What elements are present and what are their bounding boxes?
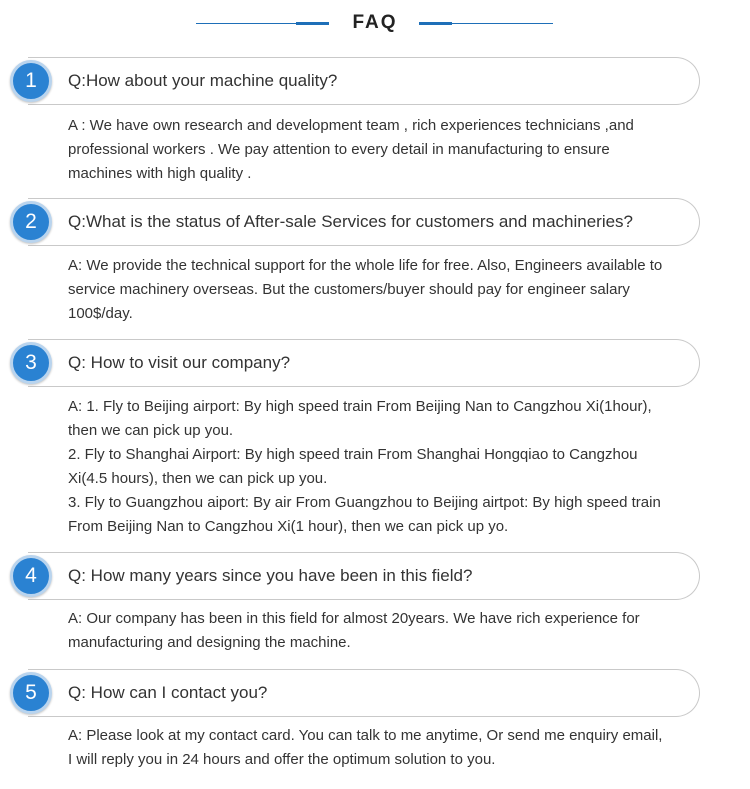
answer-line: A: Our company has been in this field for almost 20years. We have rich experience for bbox=[68, 610, 640, 627]
answer-text bbox=[68, 395, 718, 539]
question-text: Q:How about your machine quality? bbox=[68, 71, 338, 90]
number-badge: 2 bbox=[10, 201, 52, 243]
answer-line: Xi(4.5 hours), then we can pick up you. bbox=[68, 470, 328, 487]
answer-line: manufacturing and designing the machine. bbox=[68, 634, 351, 651]
answer-line: service machinery overseas. But the customers/buyer should pay for engineer salary bbox=[68, 281, 630, 298]
number-badge: 5 bbox=[10, 672, 52, 714]
answer-line: 100$/day. bbox=[68, 305, 133, 322]
answer-text bbox=[68, 724, 718, 772]
answer-line: A : We have own research and development team , rich experiences technicians ,and bbox=[68, 117, 634, 134]
answer-line: From Beijing Nan to Cangzhou Xi(1 hour), then we can pick up yo. bbox=[68, 518, 509, 535]
page-title: FAQ bbox=[352, 12, 398, 33]
answer-line: A: We provide the technical support for the whole life for free. Also, Engineers available to bbox=[68, 257, 663, 274]
answer-line: I will reply you in 24 hours and offer the optimum solution to you. bbox=[68, 751, 496, 768]
number-badge: 4 bbox=[10, 555, 52, 597]
question-text: Q: How many years since you have been in this field? bbox=[68, 566, 473, 585]
question-text: Q: How can I contact you? bbox=[68, 683, 268, 702]
answer-line: professional workers . We pay attention to every detail in manufacturing to ensure bbox=[68, 141, 610, 158]
answer-line: 2. Fly to Shanghai Airport: By high speed train From Shanghai Hongqiao to Cangzhou bbox=[68, 446, 638, 463]
answer-line: then we can pick up you. bbox=[68, 422, 234, 439]
answer-line: A: Please look at my contact card. You can talk to me anytime, Or send me enquiry email, bbox=[68, 727, 663, 744]
answer-text bbox=[68, 607, 718, 655]
question-text: Q:What is the status of After-sale Services for customers and machineries? bbox=[68, 212, 634, 231]
number-badge: 1 bbox=[10, 60, 52, 102]
answer-text bbox=[68, 254, 718, 326]
number-badge: 3 bbox=[10, 342, 52, 384]
header-right-line bbox=[419, 23, 553, 24]
answer-line: 3. Fly to Guangzhou aiport: By air From Guangzhou to Beijing airtpot: By high speed train bbox=[68, 494, 661, 511]
answer-line: A: 1. Fly to Beijing airport: By high speed train From Beijing Nan to Cangzhou Xi(1hour), bbox=[68, 398, 652, 415]
answer-text bbox=[68, 114, 718, 186]
header-right-line-accent bbox=[419, 22, 452, 25]
question-text: Q: How to visit our company? bbox=[68, 353, 291, 372]
faq-header bbox=[0, 0, 750, 50]
header-left-line-accent bbox=[296, 22, 329, 25]
answer-line: machines with high quality . bbox=[68, 165, 252, 182]
header-left-line bbox=[196, 23, 329, 24]
